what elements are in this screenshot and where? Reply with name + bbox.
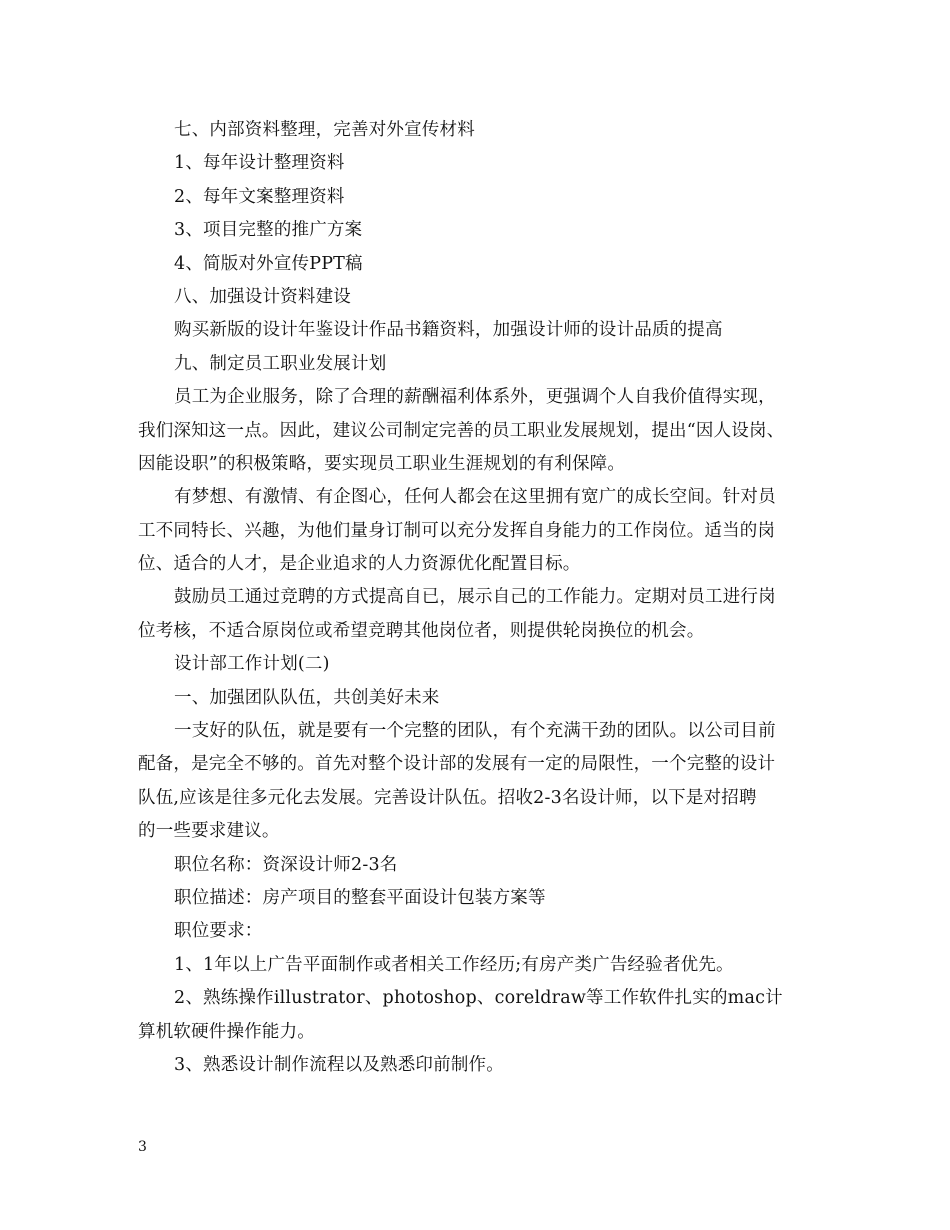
text-line: 八、加强设计资料建设	[174, 286, 351, 307]
text-line: 七、内部资料整理，完善对外宣传材料	[174, 120, 475, 140]
text-line: 的一些要求建议。	[138, 821, 280, 842]
text-line: 2、熟练操作illustrator、photoshop、coreldraw等工作软件扎实的mac计	[174, 988, 783, 1009]
text-line: 职位要求：	[174, 921, 263, 942]
text-line: 因能设职”的积极策略，要实现员工职业生涯规划的有利保障。	[138, 453, 626, 474]
text-line: 位考核，不适合原岗位或希望竞聘其他岗位者，则提供轮岗换位的机会。	[138, 620, 705, 641]
text-line: 职位描述：房产项目的整套平面设计包装方案等	[174, 887, 546, 908]
text-line: 算机软硬件操作能力。	[138, 1021, 315, 1042]
text-line: 3、项目完整的推广方案	[174, 220, 363, 241]
page-number: 3	[138, 1139, 147, 1155]
text-line: 一、加强团队队伍，共创美好未来	[174, 687, 440, 708]
text-line: 2、每年文案整理资料	[174, 186, 345, 207]
text-line: 设计部工作计划(二)	[174, 654, 330, 675]
text-line: 配备，是完全不够的。首先对整个设计部的发展有一定的局限性，一个完整的设计	[138, 754, 776, 775]
text-line: 1、1年以上广告平面制作或者相关工作经历;有房产类广告经验者优先。	[174, 954, 734, 975]
text-line: 职位名称：资深设计师2-3名	[174, 854, 398, 875]
text-line: 一支好的队伍，就是要有一个完整的团队，有个充满干劲的团队。以公司目前	[174, 721, 776, 742]
text-line: 九、制定员工职业发展计划	[174, 353, 387, 374]
text-line: 1、每年设计整理资料	[174, 153, 345, 174]
text-line: 队伍,应该是往多元化去发展。完善设计队伍。招收2-3名设计师，以下是对招聘	[138, 787, 757, 808]
document-body	[138, 114, 818, 1082]
text-line: 工不同特长、兴趣，为他们量身订制可以充分发挥自身能力的工作岗位。适当的岗	[138, 520, 776, 541]
text-line: 员工为企业服务，除了合理的薪酬福利体系外，更强调个人自我价值得实现，	[174, 387, 776, 408]
text-line: 有梦想、有激情、有企图心，任何人都会在这里拥有宽广的成长空间。针对员	[174, 487, 776, 508]
text-line: 我们深知这一点。因此，建议公司制定完善的员工职业发展规划，提出“因人设岗、	[138, 420, 785, 441]
text-line: 购买新版的设计年鉴设计作品书籍资料，加强设计师的设计品质的提高	[174, 320, 723, 341]
text-line: 位、适合的人才，是企业追求的人力资源优化配置目标。	[138, 554, 581, 575]
text-line: 3、熟悉设计制作流程以及熟悉印前制作。	[174, 1054, 504, 1075]
text-line: 4、简版对外宣传PPT稿	[174, 253, 363, 274]
text-line: 鼓励员工通过竞聘的方式提高自已，展示自己的工作能力。定期对员工进行岗	[174, 587, 776, 608]
